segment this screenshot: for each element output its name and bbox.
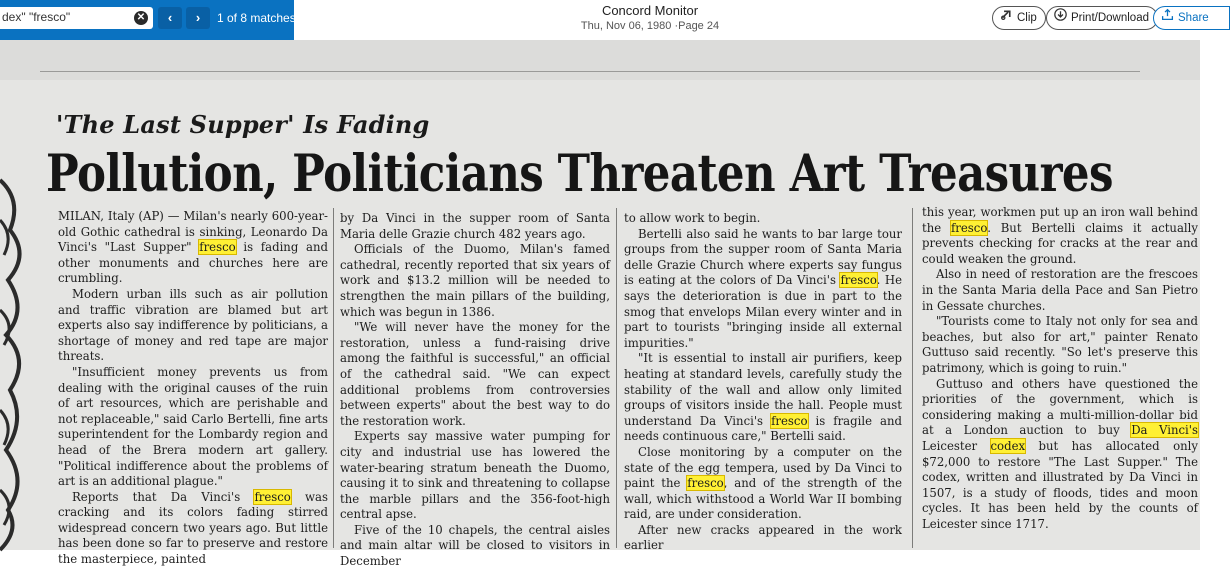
- publication-date-page: Thu, Nov 06, 1980 ·Page 24: [580, 20, 720, 32]
- article-kicker: 'The Last Supper' Is Fading: [56, 110, 430, 139]
- search-input[interactable]: [0, 7, 153, 29]
- paragraph: Bertelli also said he wants to bar large tour groups from the supper room of Santa Maria delle Grazie Church where experts say fungus is eating at the colors of Da Vinci's fresco. He says the deterioration is due in part to the smog that envelops Milan every winter and in part to tourists "bringing inside all external impurities.": [624, 226, 902, 350]
- clip-icon: [999, 7, 1014, 29]
- column-divider: [333, 208, 334, 548]
- column-divider: [912, 208, 913, 548]
- paragraph: "Insufficient money prevents us from dealing with the original causes of the ruin of art resources, which are perishable and not replaceable," said Carlo Bertelli, fine arts superintendent for the Lombardy region and head of the Brera modern art gallery. "Political indifference about the problems of art is an additional plague.": [58, 364, 328, 489]
- paragraph: Guttuso and others have questioned the priorities of the government, which is considering making a multi-million-dollar bid at a London auction to buy Da Vinci's Leicester codex but has allocated only $72,000 to restore "The Last Supper." The codex, written and illustrated by Da Vinci in 1507, is a study of floods, tides and moon cycles. It has been held by the counts of Leicester since 1717.: [922, 376, 1198, 531]
- paragraph: Also in need of restoration are the frescoes in the Santa Maria della Pace and San Pietro in Gessate churches.: [922, 267, 1198, 313]
- paragraph: Five of the 10 chapels, the central aisles and main altar will be closed to visitors in December: [340, 522, 610, 569]
- article-column-1: [58, 209, 328, 568]
- paragraph: Close monitoring by a computer on the state of the egg tempera, used by Da Vinci to paint the fresco, and of the strength of the wall, which withstood a World War II bombing raid, are under consideration.: [624, 444, 903, 522]
- paragraph: Modern urban ills such as air pollution and traffic vibration are blamed but art experts also say indifference by politicians, a shortage of money and red tape are major threats.: [58, 286, 328, 364]
- paragraph: Experts say massive water pumping for city and industrial use has lowered the water-bearing stratum beneath the Duomo, causing it to sink and threatening to collapse the marble pillars and the 356-foot-high central apse.: [340, 429, 610, 522]
- paragraph: to allow work to begin.: [624, 211, 761, 225]
- clear-search-icon[interactable]: ✕: [134, 11, 148, 25]
- search-highlight[interactable]: fresco: [771, 413, 808, 428]
- paragraph: Reports that Da Vinci's fresco was cracking and its colors fading stirred widespread concern two years ago. But little has been done so far to preserve and restore the masterpiece, painted: [58, 489, 329, 567]
- article-headline: Pollution, Politicians Threaten Art Treasures: [46, 144, 1113, 205]
- clip-label: Clip: [1017, 12, 1037, 24]
- search-panel: [0, 0, 294, 40]
- article-column-3: [624, 211, 902, 554]
- search-highlight[interactable]: Da Vinci's: [1131, 423, 1198, 438]
- share-icon: [1160, 7, 1175, 29]
- paragraph: this year, workmen put up an iron wall behind the fresco. But Bertelli claims it actually prevents checking for cracks at the rear and could weaken the ground.: [922, 205, 1199, 266]
- newspaper-page-scan[interactable]: [0, 40, 1200, 569]
- search-highlight[interactable]: fresco: [840, 273, 877, 288]
- print-download-label: Print/Download: [1071, 12, 1149, 24]
- paragraph: Officials of the Duomo, Milan's famed cathedral, recently reported that six years of work and $13.2 million will be needed to strengthen the main pillars of the building, which was begun in 1386.: [340, 242, 610, 319]
- match-count: 1 of 8 matches: [217, 11, 296, 25]
- search-highlight[interactable]: codex: [990, 438, 1026, 453]
- article-column-2: [340, 211, 610, 570]
- search-query-text[interactable]: dex" "fresco": [2, 10, 71, 24]
- previous-match-button[interactable]: ‹: [158, 7, 182, 29]
- publication-title: Concord Monitor: [601, 3, 699, 18]
- page-rule-line: [40, 71, 1140, 72]
- share-button[interactable]: [1153, 6, 1230, 30]
- paragraph: After new cracks appeared in the work earlier: [624, 522, 902, 553]
- paragraph: MILAN, Italy (AP) — Milan's nearly 600-year-old Gothic cathedral is sinking, Leonardo Da Vinci's "Last Supper" fresco is fading and other monuments and churches here are crumbling.: [58, 209, 328, 286]
- search-highlight[interactable]: fresco: [950, 220, 988, 235]
- decorative-border-ornament: [0, 160, 40, 550]
- search-highlight[interactable]: fresco: [254, 489, 291, 504]
- next-match-button[interactable]: ›: [186, 7, 210, 29]
- share-label: Share: [1178, 12, 1209, 24]
- clip-button[interactable]: [992, 6, 1046, 30]
- scan-top-margin: [0, 40, 1200, 80]
- paragraph: "Tourists come to Italy not only for sea and beaches, but also for art," painter Renato Guttuso said recently. "So let's preserve this patrimony, which is going to ruin.": [922, 314, 1198, 375]
- paragraph: by Da Vinci in the supper room of Santa Maria delle Grazie church 482 years ago.: [340, 211, 610, 241]
- viewer-toolbar: [0, 0, 1209, 40]
- column-divider: [616, 208, 617, 548]
- article-column-4: [922, 205, 1198, 532]
- search-highlight[interactable]: fresco: [687, 476, 724, 491]
- print-icon: [1053, 7, 1068, 29]
- print-download-button[interactable]: [1046, 6, 1158, 30]
- search-highlight[interactable]: fresco: [199, 240, 236, 255]
- paragraph: "It is essential to install air purifiers, keep heating at standard levels, carefully study the stability of the wall and allow only limited groups of visitors inside the hall. People must understand Da Vinci's fresco is fragile and needs continuous care," Bertelli said.: [624, 351, 902, 444]
- paragraph: "We will never have the money for the restoration, unless a fund-raising drive among the faithful is successful," an official of the cathedral said. "We can expect additional problems from controversies between experts" about the best way to do the restoration work.: [340, 320, 610, 428]
